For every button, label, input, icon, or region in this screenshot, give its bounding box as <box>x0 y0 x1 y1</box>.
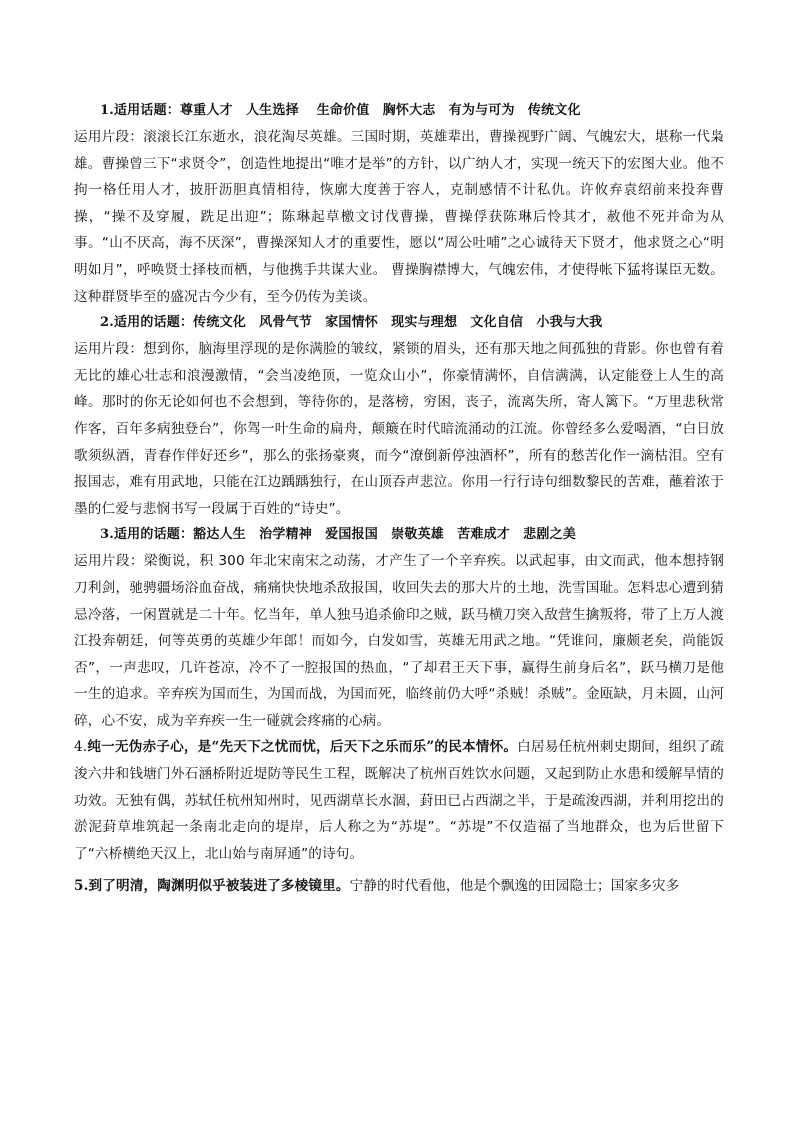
section-5-lead: 5.到了明清，陶渊明似乎被装进了多棱镜里。 <box>74 878 350 895</box>
section-3-text: 梁衡说，积 300 年北宋南宋之动荡，才产生了一个辛弃疾。以武起事，由文而武，他本想持钢刀利剑，驰骋疆场浴血奋战，痛痛快快地杀敌报国，收回失去的那大片的土地，洗雪国耻。怎料忠心遭到猜忌冷落，一闲置就是二十年。忆当年，单人独马追杀偷印之贼，跃马横刀突入敌营生擒叛将，带了上万人渡江投奔朝廷，何等英勇的英雄少年郎！而如今，白发如雪，英雄无用武之地。“凭谁问，廉颇老矣，尚能饭否”，一声悲叹，几许苍凉，冷不了一腔报国的热血，“了却君王天下事，赢得生前身后名”，跃马横刀是他一生的追求。辛弃疾为国而生，为国而战，为国而死，临终前仍大呼“杀贼！杀贼”。金瓯缺，月未圆，山河碎，心不安，成为辛弃疾一生一碰就会疼痛的心病。 <box>74 553 725 729</box>
section-2-label: 运用片段： <box>74 341 144 358</box>
section-1-text: 滚滚长江东逝水，浪花淘尽英雄。三国时期，英雄辈出，曹操视野广阔、气魄宏大，堪称一代枭雄。曹操曾三下“求贤令”，创造性地提出“唯才是举”的方针，以广纳人才，实现一统天下的宏图大业。他不拘一格任用人才，披肝沥胆真情相待，恢廓大度善于容人，克制感情不计私仇。许攸弃袁绍前来投奔曹操，“操不及穿履，跣足出迎”；陈琳起草檄文讨伐曹操，曹操俘获陈琳后怜其才，赦他不死并命为从事。“山不厌高，海不厌深”，曹操深知人才的重要性，愿以“周公吐哺”之心诚待天下贤才，他求贤之心“明明如月”，呼唤贤士择枝而栖，与他携手共谋大业。 曹操胸襟博大，气魄宏伟，才使得帐下猛将谋臣无数。这种群贤毕至的盛况古今少有，至今仍传为美谈。 <box>74 129 725 305</box>
section-1-paragraph <box>74 124 724 310</box>
section-3-label: 运用片段： <box>74 553 144 570</box>
section-2-heading: 2.适用的话题：传统文化 风骨气节 家国情怀 现实与理想 文化自信 小我与大我 <box>100 315 603 331</box>
section-1-label: 运用片段： <box>74 129 144 145</box>
section-2-text: 想到你，脑海里浮现的是你满脸的皱纹，紧锁的眉头，还有那天地之间孤独的背影。你也曾有着无比的雄心壮志和浪漫激情，“会当凌绝顶，一览众山小”，你豪情满怀，自信满满，认定能登上人生的高峰。那时的你无论如何也不会想到，等待你的，是落榜，穷困，丧子，流离失所，寄人篱下。“万里悲秋常作客，百年多病独登台”，你驾一叶生命的扁舟，颠簸在时代暗流涌动的江流。你曾经多么爱喝酒，“白日放歌须纵酒，青春作伴好还乡”，那么的张扬豪爽，而今“潦倒新停浊酒杯”，所有的愁苦化作一滴枯泪。空有报国志，难有用武地，只能在江边踽踽独行，在山顶吞声悲泣。你用一行行诗句细数黎民的苦难，蘸着浓于墨的仁爱与悲悯书写一段属于百姓的“诗史”。 <box>74 341 725 517</box>
section-5-text: 宁静的时代看他，他是个飘逸的田园隐士；国家多灾多 <box>349 878 680 895</box>
section-3-heading: 3.适用的话题：豁达人生 治学精神 爱国报国 崇敬英雄 苦难成才 悲剧之美 <box>100 527 576 543</box>
section-4-paragraph <box>74 734 724 867</box>
document-body <box>74 98 724 900</box>
section-4-lead: 纯一无伪赤子心，是“先天下之忧而忧，后天下之乐而乐”的民本情怀。 <box>87 739 518 756</box>
section-4-number: 4. <box>74 739 88 756</box>
section-2-paragraph <box>74 336 724 522</box>
section-3-paragraph <box>74 548 724 734</box>
section-5-paragraph <box>74 873 724 900</box>
section-1-heading: 1.适用话题：尊重人才 人生选择 生命价值 胸怀大志 有为与可为 传统文化 <box>100 103 581 118</box>
section-4-text: 白居易任杭州刺史期间，组织了疏浚六井和钱塘门外石涵桥附近堤防等民生工程，既解决了杭州百姓饮水问题，又起到防止水患和缓解旱情的功效。无独有偶，苏轼任杭州知州时，见西湖草长水涸，葑田已占西湖之半，于是疏浚西湖，并利用挖出的淤泥葑草堆筑起一条南北走向的堤岸，后人称之为“苏堤”。“苏堤”不仅造福了当地群众，也为后世留下了“六桥横绝天汉上，北山始与南屏通”的诗句。 <box>74 739 725 862</box>
